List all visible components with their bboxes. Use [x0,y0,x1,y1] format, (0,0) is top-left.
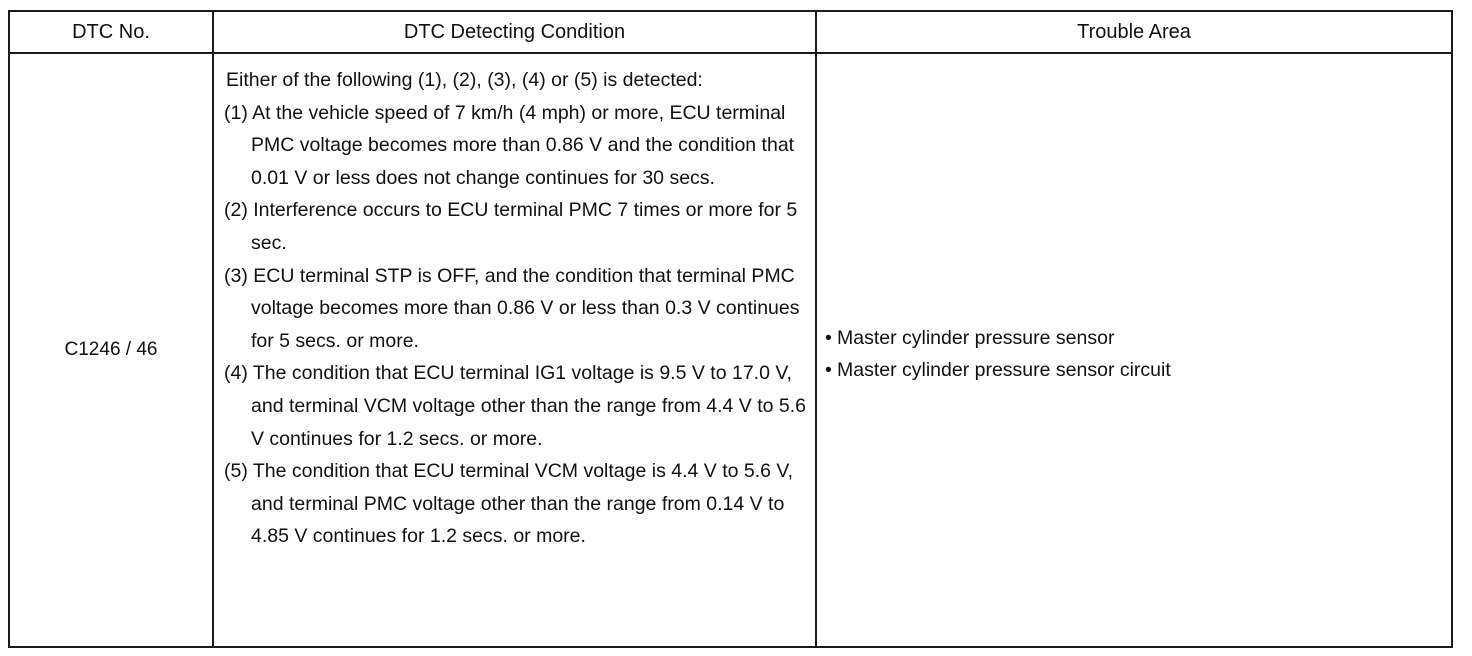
condition-item-1: (1) At the vehicle speed of 7 km/h (4 mph) or more, ECU terminal PMC voltage becomes more than 0.86 V and the condition that 0.01 V or less does not change continues for 30 secs. [224,101,795,189]
table-row [9,53,1452,647]
trouble-area-text: Master cylinder pressure sensor circuit [837,359,1171,381]
trouble-area-text: Master cylinder pressure sensor [837,327,1115,349]
dtc-code-cell: C1246 / 46 [9,53,213,647]
trouble-area-list [825,322,1443,386]
trouble-area-item [825,322,1443,354]
dtc-table [8,10,1453,648]
header-dtc-no: DTC No. [9,11,213,53]
condition-item-2: (2) Interference occurs to ECU terminal PMC 7 times or more for 5 sec. [224,199,798,254]
bullet-icon: • [825,359,832,381]
header-detecting-condition: DTC Detecting Condition [213,11,816,53]
trouble-area-item [825,354,1443,386]
condition-item-4: (4) The condition that ECU terminal IG1 voltage is 9.5 V to 17.0 V, and terminal VCM voltage other than the range from 4.4 V to 5.6 V continues for 1.2 secs. or more. [224,362,806,450]
condition-list [222,97,807,553]
detecting-condition-cell [213,53,816,647]
header-row [9,11,1452,53]
condition-item-5: (5) The condition that ECU terminal VCM voltage is 4.4 V to 5.6 V, and terminal PMC voltage other than the range from 0.14 V to 4.85 V continues for 1.2 secs. or more. [224,460,794,548]
condition-item-3: (3) ECU terminal STP is OFF, and the condition that terminal PMC voltage becomes more than 0.86 V or less than 0.3 V continues for 5 secs. or more. [224,264,800,352]
condition-intro: Either of the following (1), (2), (3), (4) or (5) is detected: [226,69,703,91]
trouble-area-cell [816,53,1452,647]
header-trouble-area: Trouble Area [816,11,1452,53]
bullet-icon: • [825,327,832,349]
